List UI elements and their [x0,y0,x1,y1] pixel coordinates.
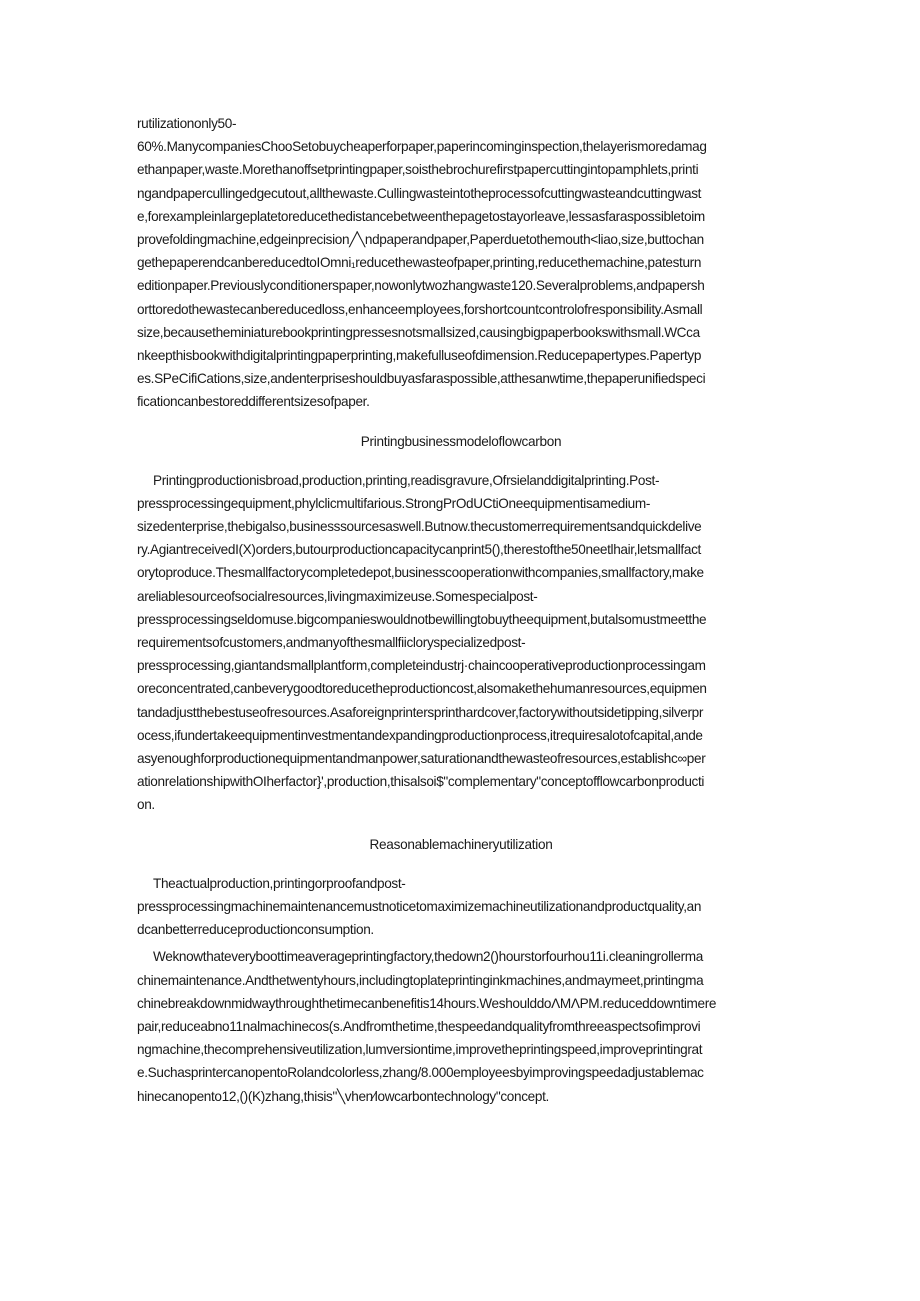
text-line: dcanbetterreduceproductionconsumption. [137,922,374,938]
text-line: nkeepthisbookwithdigitalprintingpaperprinting,makefulluseofdimension.Reducepapertypes.Papertyp [137,348,702,364]
text-line: es.SPeCifiCations,size,andenterpriseshouldbuyasfaraspossible,atthesanwtime,thepaperunifiedspeci [137,371,706,387]
text-line: rutilizationonly50- [137,116,237,131]
text-line: on. [137,797,155,813]
text-line: gethepaperendcanbereducedtoIOmni₁reducethewasteofpaper,printing,reducethemachine,patesturn [137,255,702,271]
text-line: areliablesourceofsocialresources,livingmaximizeuse.Somespecialpost- [137,588,538,604]
text-line: ngandpapercullingedgecutout,allthewaste.Cullingwasteintotheprocessofcuttingwasteandcuttingwast [137,185,702,201]
text-line: chinemaintenance.Andthetwentyhours,includingtoplateprintinginkmachines,andmaymeet,printingma [137,972,704,988]
paragraph-machinery-detail [137,945,785,1107]
text-line: hinecanopento12,()(K)zhang,thisis"╲vhen⁄lowcarbontechnology"concept. [137,1088,549,1104]
text-line: ngmachine,thecomprehensiveutilization,lumversiontime,improvetheprintingspeed,improveprintingrat [137,1042,703,1058]
text-line: requirementsofcustomers,andmanyofthesmallfiicloryspecializedpost- [137,635,526,651]
text-line: size,becausetheminiaturebookprintingpressesnotsmallsized,causingbigpaperbookswithsmall.WCca [137,324,700,340]
intro-paragraph [137,112,785,414]
text-line: provefoldingmachine,edgeinprecision╱╲ndpaperandpaper,Paperduetothemouth<liao,size,buttochan [137,232,704,248]
text-line: ationrelationshipwithOIherfactor}',production,thisalsoi$"complementary"conceptofflowcarbonproducti [137,774,705,790]
text-line: ficationcanbestoreddifferentsizesofpaper. [137,394,370,410]
section-heading-machinery-utilization: Reasonablemachineryutilization [369,836,553,852]
text-line: pressprocessing,giantandsmallplantform,completeindustrj·chaincooperativeproductionprocessingam [137,658,706,674]
text-line: editionpaper.Previouslyconditionerspaper,nowonlytwozhangwaste120.Severalproblems,andpapersh [137,278,705,294]
text-line: chinebreakdownmidwaythroughthetimecanbenefitis14hours.WeshoulddoΛMΛPM.reduceddowntimere [137,995,717,1011]
text-line: Theactualproduction,printingorproofandpost- [153,875,406,891]
section-heading-low-carbon-business-model: Printingbusinessmodeloflowcarbon [360,433,562,449]
text-line: sizedenterprise,thebigalso,businesssourcesaswell.Butnow.thecustomerrequirementsandquickdelive [137,519,702,535]
paragraph-machinery-intro [137,872,785,942]
document-page [137,112,785,1108]
text-line: Printingproductionisbroad,production,printing,readisgravure,Ofrsielanddigitalprinting.Post- [153,472,660,488]
text-line: pressprocessingseldomuse.bigcompanieswouldnotbewillingtobuytheequipment,butalsomustmeetthe [137,611,707,627]
text-line: oreconcentrated,canbeverygoodtoreducetheproductioncost,alsomakethehumanresources,equipmen [137,681,707,697]
text-line: pressprocessingequipment,phylclicmultifarious.StrongPrOdUCtiOneequipmentisamedium- [137,495,651,511]
text-line: pair,reduceabno11nalmachinecos(s.Andfromthetime,thespeedandqualityfromthreeaspectsofimprovi [137,1018,701,1034]
text-line: ry.AgiantreceivedI(X)orders,butourproductioncapacitycanprint5(),therestofthe50neetlhair,letsmallfact [137,542,701,558]
text-line: asyenoughforproductionequipmentandmanpower,saturationandthewasteofresources,establishc∞per [137,751,706,767]
text-line: e.SuchasprintercanopentoRolandcolorless,zhang/8.000employeesbyimprovingspeedadjustablemac [137,1065,704,1081]
text-line: e,forexampleinlargeplatetoreducethedistancebetweenthepagetostayorleave,lessasfaraspossibletoim [137,208,705,224]
text-line: 60%.ManycompaniesChooSetobuycheaperforpaper,paperincominginspection,thelayerismoredamag [137,139,707,155]
text-line: pressprocessingmachinemaintenancemustnoticetomaximizemachineutilizationandproductquality,an [137,898,702,914]
text-line: orttoredothewastecanbereducedloss,enhanceemployees,forshortcountcontrolofresponsibility.Asmall [137,301,703,317]
text-line: tandadjustthebestuseofresources.Asaforeignprintersprinthardcover,factorywithoutsidetipping,silverpr [137,704,704,720]
text-line: Weknowthateveryboottimeaverageprintingfactory,thedown2()hourstorfourhou11i.cleaningrollerma [153,949,703,965]
text-line: ethanpaper,waste.Morethanoffsetprintingpaper,soisthebrochurefirstpapercuttingintopamphlets,printi [137,162,699,178]
text-line: ocess,ifundertakeequipmentinvestmentandexpandingproductionprocess,itrequiresalotofcapital,ande [137,727,703,743]
text-line: orytoproduce.Thesmallfactorycompletedepot,businesscooperationwithcompanies,smallfactory,make [137,565,704,581]
paragraph-business-model [137,469,785,817]
